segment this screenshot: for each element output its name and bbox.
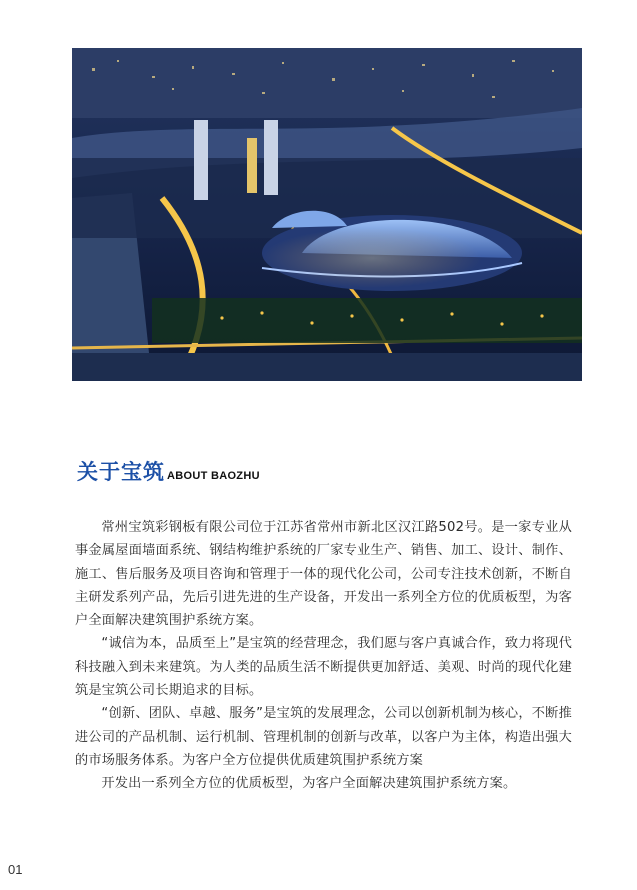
company-introduction bbox=[75, 516, 572, 796]
tower-lit bbox=[247, 138, 257, 193]
expo-glow bbox=[262, 228, 482, 288]
paragraph-business-philosophy: “诚信为本，品质至上”是宝筑的经营理念，我们愿与客户真诚合作，致力将现代科技融入到未来建筑。为人类的品质生活不断提供更加舒适、美观、时尚的现代化建筑是宝筑公司长期追求的目标。 bbox=[75, 636, 572, 699]
hero-city-photo bbox=[72, 48, 582, 381]
park-area bbox=[152, 298, 582, 343]
tower-left bbox=[194, 120, 208, 200]
section-title-english: ABOUT BAOZHU bbox=[167, 470, 260, 482]
paragraph-closing: 开发出一系列全方位的优质板型，为客户全面解决建筑围护系统方案。 bbox=[101, 776, 517, 792]
city-night-illustration bbox=[72, 48, 582, 381]
page-number: 01 bbox=[8, 862, 23, 877]
section-title-chinese: 关于宝筑 bbox=[77, 460, 165, 484]
foreground-water bbox=[72, 353, 582, 381]
paragraph-development-philosophy: “创新、团队、卓越、服务”是宝筑的发展理念，公司以创新机制为核心，不断推进公司的产品机制、运行机制、管理机制的创新与改革，以客户为主体，构造出强大的市场服务体系。为客户全方位提供优质建筑围护系统方案 bbox=[75, 706, 572, 768]
section-heading bbox=[77, 456, 260, 486]
paragraph-intro: 常州宝筑彩钢板有限公司位于江苏省常州市新北区汉江路502号。是一家专业从事金属屋面墙面系统、钢结构维护系统的厂家专业生产、销售、加工、设计、制作、施工、售后服务及项目咨询和管理于一体的现代化公司，公司专注技术创新，不断自主研发系列产品，先后引进先进的生产设备，开发出一系列全方位的优质板型，为客户全面解决建筑围护系统方案。 bbox=[75, 520, 572, 629]
distant-city bbox=[72, 48, 582, 118]
tower-right bbox=[264, 120, 278, 195]
